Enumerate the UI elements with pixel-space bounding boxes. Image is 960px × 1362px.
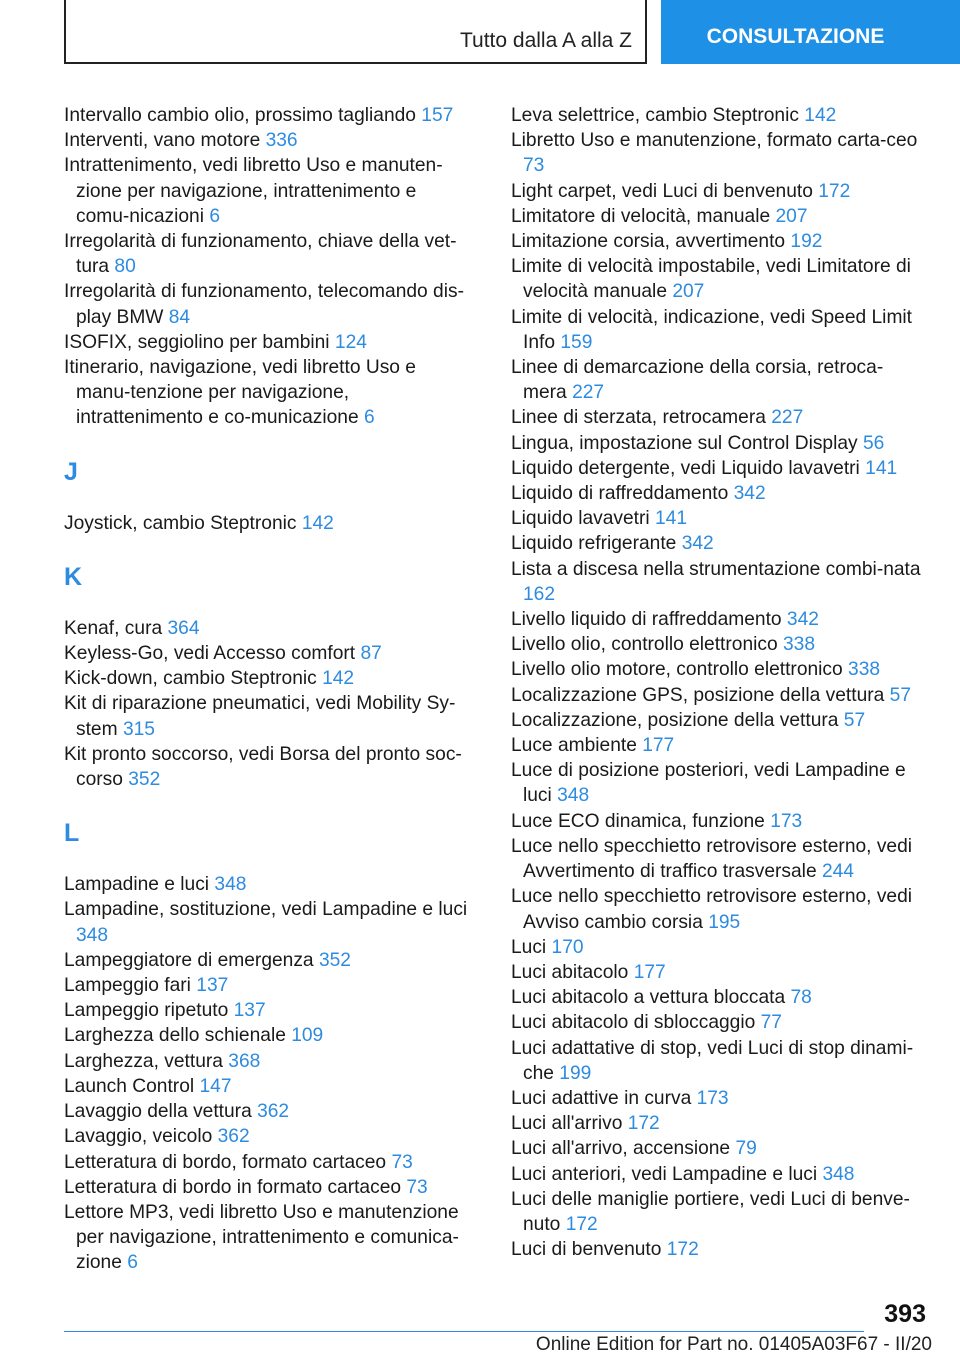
index-entry-text: Launch Control [64, 1075, 195, 1097]
index-entry [511, 1036, 921, 1086]
index-page-link[interactable]: 142 [322, 668, 355, 690]
index-page-link[interactable]: 342 [733, 483, 766, 505]
index-entry [64, 1023, 474, 1048]
index-entry-text: Luci abitacolo di sbloccaggio [511, 1012, 756, 1034]
index-page-link[interactable]: 207 [775, 205, 808, 227]
index-entry [64, 1049, 474, 1074]
index-page-link[interactable]: 6 [209, 205, 220, 227]
index-entry [511, 103, 921, 128]
index-entry-text: Joystick, cambio Steptronic [64, 512, 297, 534]
index-entry-text: Luci all'arrivo [511, 1113, 623, 1135]
index-entry [511, 531, 921, 556]
index-entry [511, 632, 921, 657]
index-page-link[interactable]: 80 [114, 256, 136, 278]
index-page-link[interactable]: 6 [127, 1252, 138, 1274]
index-entry [511, 834, 921, 884]
index-entry [64, 229, 474, 279]
index-entry-text: Luci all'arrivo, accensione [511, 1138, 731, 1160]
index-entry-text: Luci anteriori, vedi Lampadine e luci [511, 1163, 818, 1185]
header-section-title: Tutto dalla A alla Z [460, 29, 632, 52]
index-entry [64, 128, 474, 153]
index-entry [511, 935, 921, 960]
index-page-link[interactable]: 362 [257, 1101, 290, 1123]
index-entry [511, 1187, 921, 1237]
index-entry [511, 405, 921, 430]
index-entry-text: Interventi, vano motore [64, 130, 261, 152]
index-entry-text: Luce ECO dinamica, funzione [511, 810, 765, 832]
index-page-link[interactable]: 79 [735, 1138, 757, 1160]
index-page-link[interactable]: 124 [334, 331, 367, 353]
index-page-link[interactable]: 192 [790, 231, 823, 253]
index-entry-text: Luci adattive in curva [511, 1087, 692, 1109]
index-entry [511, 1162, 921, 1187]
index-entry-text: Luce ambiente [511, 735, 637, 757]
index-page-link[interactable]: 147 [199, 1075, 232, 1097]
index-entry-text: Liquido lavavetri [511, 508, 650, 530]
index-entry-text: Lampadine, sostituzione, vedi Lampadine e luci [64, 899, 468, 921]
index-entry [64, 973, 474, 998]
index-page-link[interactable]: 348 [76, 924, 109, 946]
index-entry [511, 708, 921, 733]
index-page-link[interactable]: 364 [167, 617, 200, 639]
index-entry [511, 1237, 921, 1262]
index-entry [511, 1010, 921, 1035]
index-entry [511, 683, 921, 708]
footer-rule [64, 1331, 864, 1332]
index-entry-text: Leva selettrice, cambio Steptronic [511, 105, 799, 126]
index-page-link[interactable]: 141 [655, 508, 688, 530]
index-entry-text: Luce di posizione posteriori, vedi Lampadine e luci [511, 760, 906, 807]
index-entry-text: Kit pronto soccorso, vedi Borsa del pronto soc-corso [64, 743, 462, 791]
index-entry-text: Localizzazione, posizione della vettura [511, 709, 839, 731]
index-entry [511, 506, 921, 531]
index-page-link[interactable]: 348 [214, 874, 247, 896]
index-column-right [511, 103, 921, 1262]
index-entry [64, 330, 474, 355]
index-entry [64, 511, 474, 536]
index-page-link[interactable]: 78 [790, 987, 812, 1009]
index-entry-text: Keyless-Go, vedi Accesso comfort [64, 643, 356, 665]
index-entry-text: Light carpet, vedi Luci di benvenuto [511, 180, 813, 202]
index-entry [64, 948, 474, 973]
index-page-link[interactable]: 142 [301, 512, 334, 534]
index-entry [64, 897, 474, 947]
index-page-link[interactable]: 199 [559, 1062, 592, 1084]
index-entry [511, 481, 921, 506]
index-page-link[interactable]: 227 [771, 407, 804, 429]
footer-edition: Online Edition for Part no. 01405A03F67 - II/20 [535, 1334, 932, 1355]
index-entry [64, 742, 474, 792]
index-entry-text: Luci adattative di stop, vedi Luci di stop dinami-che [511, 1037, 914, 1084]
index-entry-text: Liquido detergente, vedi Liquido lavavetri [511, 457, 860, 479]
index-page-link[interactable]: 73 [523, 155, 545, 177]
index-entry [511, 733, 921, 758]
index-page-link[interactable]: 172 [818, 180, 851, 202]
index-entry-text: Limite di velocità impostabile, vedi Limitatore di velocità manuale [511, 256, 911, 303]
index-page-link[interactable]: 137 [233, 1000, 266, 1022]
index-page-link[interactable]: 244 [821, 861, 854, 883]
index-page-link[interactable]: 109 [291, 1025, 324, 1047]
index-page-link[interactable]: 77 [760, 1012, 782, 1034]
index-entry [511, 456, 921, 481]
index-page-link[interactable]: 87 [360, 643, 382, 665]
index-entry-text: Limite di velocità, indicazione, vedi Speed Limit Info [511, 306, 913, 353]
index-page-link[interactable]: 195 [708, 911, 741, 933]
index-page-link[interactable]: 207 [672, 281, 705, 303]
index-page-link[interactable]: 172 [565, 1213, 598, 1235]
index-entry [64, 666, 474, 691]
index-page-link[interactable]: 141 [865, 457, 898, 479]
index-page-link[interactable]: 57 [889, 684, 911, 706]
index-entry [64, 153, 474, 229]
index-entry-text: Letteratura di bordo in formato cartaceo [64, 1176, 402, 1198]
index-entry-text: Lampadine e luci [64, 874, 210, 896]
index-entry [511, 204, 921, 229]
index-page-link[interactable]: 172 [627, 1113, 660, 1135]
index-entry [64, 691, 474, 741]
index-entry [511, 607, 921, 632]
index-entry [64, 1074, 474, 1099]
index-entry [64, 279, 474, 329]
index-entry-text: Lista a discesa nella strumentazione combi-nata [511, 558, 921, 580]
index-page-link[interactable]: 142 [804, 105, 837, 126]
index-entry [511, 229, 921, 254]
index-entry-text: Libretto Uso e manutenzione, formato carta-ceo [511, 130, 918, 152]
index-entry [64, 1175, 474, 1200]
index-entry-text: Irregolarità di funzionamento, telecomando dis-play BMW [64, 281, 464, 328]
index-entry [511, 557, 921, 607]
index-entry [64, 616, 474, 641]
index-column-left [64, 103, 474, 1276]
index-page-link[interactable]: 172 [666, 1239, 699, 1261]
index-entry [511, 254, 921, 304]
index-page-link[interactable]: 342 [681, 533, 714, 555]
index-page-link[interactable]: 348 [822, 1163, 855, 1185]
index-entry-text: Luci delle maniglie portiere, vedi Luci di benve-nuto [511, 1188, 910, 1235]
index-entry [511, 657, 921, 682]
index-entry-text: Localizzazione GPS, posizione della vettura [511, 684, 885, 706]
index-page-link[interactable]: 6 [363, 407, 375, 429]
index-page-link[interactable]: 84 [168, 306, 191, 328]
index-entry [511, 179, 921, 204]
index-entry-text: Luci di benvenuto [511, 1239, 662, 1261]
index-entry [511, 128, 921, 178]
index-entry [64, 641, 474, 666]
index-entry [64, 355, 474, 431]
index-page-link[interactable]: 177 [642, 735, 675, 757]
index-page-link[interactable]: 336 [265, 130, 298, 152]
index-entry-text: Linee di sterzata, retrocamera [511, 407, 766, 429]
index-entry [64, 872, 474, 897]
index-page-link[interactable]: 162 [523, 583, 556, 605]
index-page-link[interactable]: 368 [228, 1050, 261, 1072]
index-page-link[interactable]: 352 [128, 769, 161, 791]
index-page-link[interactable]: 173 [696, 1087, 729, 1109]
index-entry-text: Livello olio, controllo elettronico [511, 634, 778, 656]
header-chapter-tab [661, 0, 960, 64]
index-entry-text: Intervallo cambio olio, prossimo tagliando [64, 105, 416, 126]
index-entry-text: Irregolarità di funzionamento, chiave della vet-tura [64, 231, 457, 278]
index-entry-text: Lavaggio della vettura [64, 1101, 252, 1123]
index-page-link[interactable]: 159 [560, 331, 593, 353]
index-letter-heading: L [64, 819, 80, 848]
index-entry-text: Luce nello specchietto retrovisore esterno, vedi Avviso cambio corsia [511, 886, 913, 933]
index-page-link[interactable]: 56 [862, 432, 885, 454]
index-entry [511, 305, 921, 355]
index-entry-text: Larghezza, vettura [64, 1050, 223, 1072]
index-entry-text: Letteratura di bordo, formato cartaceo [64, 1151, 387, 1173]
index-entry-text: Kenaf, cura [64, 617, 163, 639]
index-entry [511, 809, 921, 834]
index-entry-text: Lettore MP3, vedi libretto Uso e manutenzione per navigazione, intrattenimento e comunica-zione [64, 1201, 459, 1274]
index-entry-text: Intrattenimento, vedi libretto Uso e manuten-zione per navigazione, intrattenimento e comu-nicazioni [64, 155, 443, 227]
index-page-link[interactable]: 73 [391, 1151, 413, 1173]
index-entry [511, 355, 921, 405]
index-entry-text: Liquido refrigerante [511, 533, 677, 555]
index-page-link[interactable]: 362 [217, 1126, 250, 1148]
index-entry-text: Lampeggiatore di emergenza [64, 949, 314, 971]
index-page-link[interactable]: 338 [782, 634, 815, 656]
index-entry-text: Itinerario, navigazione, vedi libretto Uso e manu-tenzione per navigazione, intrattenimento e co-municazione [64, 357, 416, 429]
index-entry [511, 985, 921, 1010]
index-page-link[interactable]: 137 [196, 975, 229, 997]
index-entry [64, 1200, 474, 1276]
index-entry-text: Lingua, impostazione sul Control Display [511, 432, 858, 454]
index-entry-text: Linee di demarcazione della corsia, retroca-mera [511, 357, 884, 404]
header-chapter-label: CONSULTAZIONE [706, 25, 885, 48]
index-entry-text: Larghezza dello schienale [64, 1025, 286, 1047]
index-entry-text: ISOFIX, seggiolino per bambini [64, 331, 330, 353]
index-entry-text: Luci abitacolo [511, 961, 629, 983]
index-letter-heading: K [64, 562, 83, 591]
index-entry-text: Limitazione corsia, avvertimento [511, 231, 786, 253]
index-page-link[interactable]: 57 [843, 709, 866, 731]
index-page-link[interactable]: 73 [406, 1176, 428, 1198]
index-entry [64, 1150, 474, 1175]
index-entry [511, 1111, 921, 1136]
index-entry [64, 1124, 474, 1149]
index-entry [511, 758, 921, 808]
index-page-link[interactable]: 177 [633, 961, 666, 983]
index-page-link[interactable]: 352 [318, 949, 351, 971]
index-entry [511, 1086, 921, 1111]
index-entry-text: Kit di riparazione pneumatici, vedi Mobility Sy-stem [64, 693, 456, 740]
index-page-link[interactable]: 157 [421, 105, 454, 126]
index-entry-text: Limitatore di velocità, manuale [511, 205, 771, 227]
index-entry [511, 1136, 921, 1161]
index-entry [511, 431, 921, 456]
index-page-link[interactable]: 348 [557, 785, 590, 807]
page-number: 393 [884, 1300, 926, 1328]
index-entry-text: Lavaggio, veicolo [64, 1126, 213, 1148]
index-entry-text: Luci abitacolo a vettura bloccata [511, 987, 786, 1009]
index-page-link[interactable]: 170 [551, 936, 584, 958]
index-page-link[interactable]: 338 [848, 659, 881, 681]
index-entry [511, 960, 921, 985]
index-entry-text: Luci [511, 936, 547, 958]
index-entry-text: Lampeggio ripetuto [64, 1000, 229, 1022]
index-entry [64, 103, 474, 128]
index-entry-text: Lampeggio fari [64, 975, 191, 997]
index-entry [64, 1099, 474, 1124]
index-entry [64, 998, 474, 1023]
index-entry-text: Livello olio motore, controllo elettronico [511, 659, 843, 681]
index-page-link[interactable]: 315 [122, 718, 155, 740]
index-entry-text: Liquido di raffreddamento [511, 483, 729, 505]
index-entry [511, 884, 921, 934]
index-entry-text: Luce nello specchietto retrovisore esterno, vedi Avvertimento di traffico trasversale [511, 835, 913, 883]
index-page-link[interactable]: 173 [770, 810, 803, 832]
index-page-link[interactable]: 227 [572, 382, 605, 404]
index-letter-heading: J [64, 457, 78, 486]
index-page-link[interactable]: 342 [786, 609, 819, 631]
index-entry-text: Kick-down, cambio Steptronic [64, 668, 317, 690]
index-entry-text: Livello liquido di raffreddamento [511, 609, 782, 631]
